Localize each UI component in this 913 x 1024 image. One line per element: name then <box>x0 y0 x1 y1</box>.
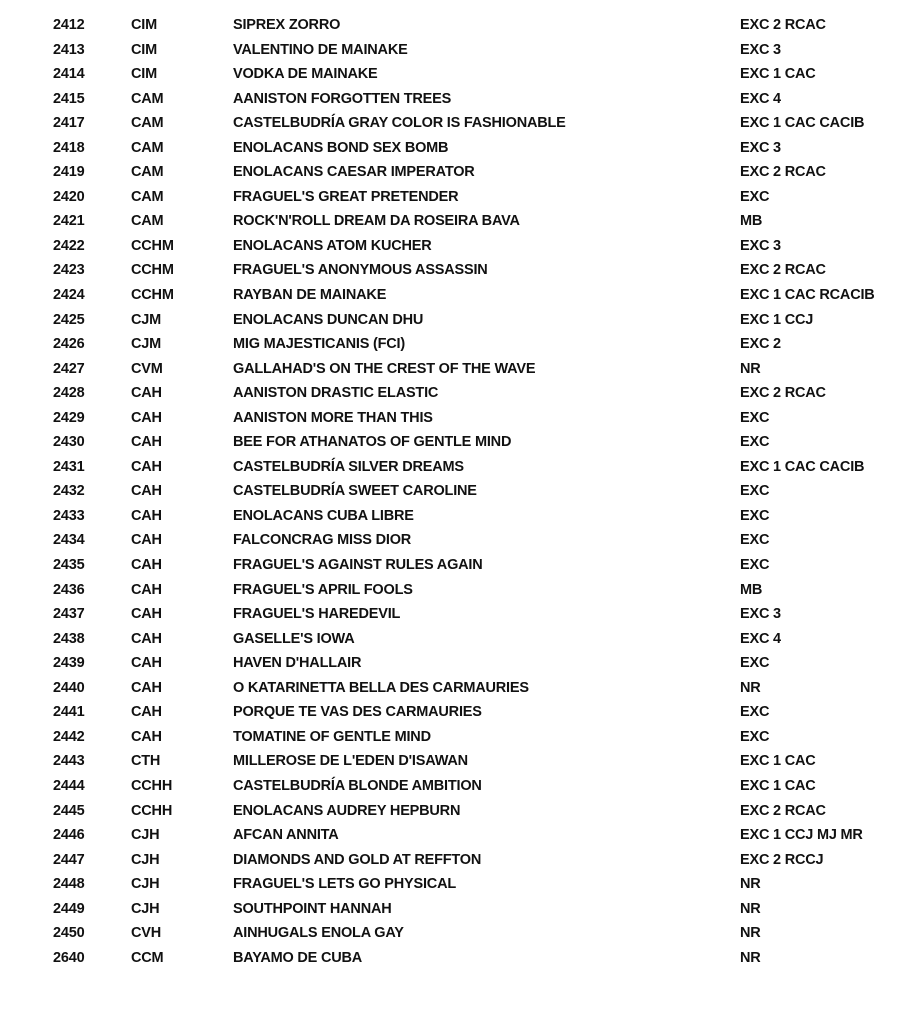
entry-result: EXC <box>740 728 770 745</box>
entry-result: EXC <box>740 434 770 451</box>
table-row <box>0 332 913 357</box>
dog-name: CASTELBUDRÍA BLONDE AMBITION <box>233 777 482 794</box>
entry-number: 2425 <box>53 311 85 328</box>
dog-name: GALLAHAD'S ON THE CREST OF THE WAVE <box>233 360 536 377</box>
entry-number: 2418 <box>53 139 85 156</box>
table-row <box>0 872 913 897</box>
entry-number: 2443 <box>53 753 85 770</box>
dog-name: SIPREX ZORRO <box>233 17 341 33</box>
entry-number: 2450 <box>53 925 85 942</box>
table-row <box>0 823 913 848</box>
entry-number: 2444 <box>53 777 85 794</box>
entry-result: EXC 2 RCAC <box>740 17 826 33</box>
entry-class: CCHM <box>131 237 174 254</box>
entry-class: CCHH <box>131 802 173 819</box>
entry-result: EXC 3 <box>740 237 781 254</box>
entry-class: CAH <box>131 581 162 598</box>
dog-name: HAVEN D'HALLAIR <box>233 655 362 672</box>
dog-name: AANISTON DRASTIC ELASTIC <box>233 385 439 402</box>
entry-result: EXC 4 <box>740 630 781 647</box>
entry-number: 2420 <box>53 188 85 205</box>
entry-class: CCHM <box>131 287 174 304</box>
entry-class: CJH <box>131 851 160 868</box>
entry-number: 2441 <box>53 704 85 721</box>
entry-number: 2449 <box>53 900 85 917</box>
entry-class: CAM <box>131 164 164 181</box>
entry-result: EXC 2 <box>740 336 781 353</box>
entry-number: 2445 <box>53 802 85 819</box>
entry-number: 2431 <box>53 458 85 475</box>
dog-name: FALCONCRAG MISS DIOR <box>233 532 412 549</box>
entry-number: 2438 <box>53 630 85 647</box>
table-row <box>0 627 913 652</box>
table-row <box>0 209 913 234</box>
table-row <box>0 921 913 946</box>
entry-class: CAH <box>131 434 162 451</box>
dog-name: AFCAN ANNITA <box>233 827 339 844</box>
dog-name: BAYAMO DE CUBA <box>233 949 363 966</box>
table-row <box>0 38 913 63</box>
entry-class: CAM <box>131 139 164 156</box>
entry-number: 2429 <box>53 409 85 426</box>
entry-number: 2435 <box>53 557 85 574</box>
entry-class: CAH <box>131 704 162 721</box>
dog-name: VODKA DE MAINAKE <box>233 66 378 83</box>
entry-result: EXC <box>740 483 770 500</box>
dog-name: CASTELBUDRÍA SWEET CAROLINE <box>233 483 477 500</box>
entry-number: 2415 <box>53 90 85 107</box>
dog-name: VALENTINO DE MAINAKE <box>233 41 408 58</box>
dog-name: RAYBAN DE MAINAKE <box>233 287 387 304</box>
entry-class: CAM <box>131 188 164 205</box>
table-row <box>0 111 913 136</box>
entry-result: NR <box>740 360 761 377</box>
entry-number: 2448 <box>53 876 85 893</box>
entry-number: 2426 <box>53 336 85 353</box>
entry-class: CIM <box>131 17 157 33</box>
entry-result: EXC 4 <box>740 90 781 107</box>
table-row <box>0 749 913 774</box>
entry-result: EXC 1 CAC RCACIB <box>740 287 875 304</box>
entry-result: EXC 1 CAC <box>740 777 816 794</box>
table-row <box>0 430 913 455</box>
dog-name: O KATARINETTA BELLA DES CARMAURIES <box>233 679 529 696</box>
table-row <box>0 504 913 529</box>
entry-number: 2440 <box>53 679 85 696</box>
dog-name: PORQUE TE VAS DES CARMAURIES <box>233 704 482 721</box>
dog-name: FRAGUEL'S APRIL FOOLS <box>233 581 413 598</box>
dog-name: ENOLACANS DUNCAN DHU <box>233 311 424 328</box>
dog-name: SOUTHPOINT HANNAH <box>233 900 392 917</box>
dog-name: FRAGUEL'S LETS GO PHYSICAL <box>233 876 457 893</box>
table-row <box>0 700 913 725</box>
entry-result: NR <box>740 949 761 966</box>
entry-result: EXC 2 RCAC <box>740 802 826 819</box>
entry-result: EXC <box>740 704 770 721</box>
dog-name: ROCK'N'ROLL DREAM DA ROSEIRA BAVA <box>233 213 520 230</box>
table-row <box>0 946 913 971</box>
entry-class: CAH <box>131 458 162 475</box>
entry-number: 2447 <box>53 851 85 868</box>
entry-result: EXC 1 CCJ MJ MR <box>740 827 863 844</box>
entry-result: NR <box>740 876 761 893</box>
table-row <box>0 381 913 406</box>
table-row <box>0 87 913 112</box>
dog-name: FRAGUEL'S AGAINST RULES AGAIN <box>233 557 483 574</box>
entry-number: 2436 <box>53 581 85 598</box>
entry-class: CAH <box>131 557 162 574</box>
table-row <box>0 528 913 553</box>
entry-class: CJH <box>131 827 160 844</box>
entry-number: 2423 <box>53 262 85 279</box>
table-row <box>0 136 913 161</box>
table-row <box>0 553 913 578</box>
dog-name: GASELLE'S IOWA <box>233 630 355 647</box>
table-row <box>0 602 913 627</box>
entry-class: CAM <box>131 90 164 107</box>
entry-result: EXC 1 CCJ <box>740 311 814 328</box>
dog-name: CASTELBUDRÍA GRAY COLOR IS FASHIONABLE <box>233 115 566 132</box>
entry-class: CIM <box>131 41 157 58</box>
table-row <box>0 185 913 210</box>
entry-number: 2446 <box>53 827 85 844</box>
dog-name: ENOLACANS CAESAR IMPERATOR <box>233 164 475 181</box>
table-row <box>0 799 913 824</box>
entry-number: 2439 <box>53 655 85 672</box>
table-row <box>0 848 913 873</box>
dog-name: ENOLACANS CUBA LIBRE <box>233 507 414 524</box>
entry-number: 2421 <box>53 213 85 230</box>
entry-class: CAH <box>131 606 162 623</box>
entry-number: 2442 <box>53 728 85 745</box>
dog-name: FRAGUEL'S HAREDEVIL <box>233 606 401 623</box>
entry-number: 2412 <box>53 17 85 33</box>
dog-name: ENOLACANS AUDREY HEPBURN <box>233 802 461 819</box>
entry-number: 2413 <box>53 41 85 58</box>
entry-result: MB <box>740 213 763 230</box>
entry-result: EXC <box>740 409 770 426</box>
entry-result: EXC 3 <box>740 606 781 623</box>
table-row <box>0 774 913 799</box>
table-row <box>0 455 913 480</box>
entry-class: CAH <box>131 532 162 549</box>
entry-class: CAH <box>131 679 162 696</box>
entry-number: 2424 <box>53 287 85 304</box>
entry-class: CCHH <box>131 777 173 794</box>
table-row <box>0 308 913 333</box>
entry-number: 2428 <box>53 385 85 402</box>
entry-number: 2434 <box>53 532 85 549</box>
entry-result: EXC 2 RCAC <box>740 385 826 402</box>
entry-result: NR <box>740 679 761 696</box>
entry-result: EXC 1 CAC CACIB <box>740 458 865 475</box>
table-row <box>0 258 913 283</box>
entry-result: EXC 2 RCAC <box>740 164 826 181</box>
dog-name: ENOLACANS BOND SEX BOMB <box>233 139 449 156</box>
table-row <box>0 283 913 308</box>
entry-class: CJM <box>131 311 162 328</box>
entry-number: 2640 <box>53 949 85 966</box>
entry-class: CAH <box>131 385 162 402</box>
table-row <box>0 479 913 504</box>
dog-name: AANISTON MORE THAN THIS <box>233 409 433 426</box>
entry-result: EXC 1 CAC <box>740 66 816 83</box>
entry-result: EXC <box>740 507 770 524</box>
dog-name: FRAGUEL'S ANONYMOUS ASSASSIN <box>233 262 488 279</box>
table-row <box>0 62 913 87</box>
entry-result: NR <box>740 925 761 942</box>
dog-name: DIAMONDS AND GOLD AT REFFTON <box>233 851 482 868</box>
entry-number: 2432 <box>53 483 85 500</box>
entry-number: 2419 <box>53 164 85 181</box>
entry-class: CAH <box>131 655 162 672</box>
entry-number: 2430 <box>53 434 85 451</box>
entry-class: CAH <box>131 507 162 524</box>
entry-class: CCM <box>131 949 164 966</box>
table-row <box>0 897 913 922</box>
entry-number: 2427 <box>53 360 85 377</box>
entry-class: CAH <box>131 409 162 426</box>
entry-result: EXC <box>740 655 770 672</box>
entry-result: EXC 1 CAC <box>740 753 816 770</box>
table-row <box>0 406 913 431</box>
dog-name: ENOLACANS ATOM KUCHER <box>233 237 432 254</box>
entry-result: NR <box>740 900 761 917</box>
table-row <box>0 13 913 38</box>
dog-name: CASTELBUDRÍA SILVER DREAMS <box>233 458 464 475</box>
dog-name: AINHUGALS ENOLA GAY <box>233 925 404 942</box>
entry-class: CJM <box>131 336 162 353</box>
entry-result: EXC <box>740 557 770 574</box>
entry-number: 2437 <box>53 606 85 623</box>
entry-class: CTH <box>131 753 161 770</box>
entry-result: EXC 2 RCCJ <box>740 851 824 868</box>
results-table <box>0 13 913 970</box>
entry-result: EXC <box>740 532 770 549</box>
entry-number: 2433 <box>53 507 85 524</box>
entry-class: CAH <box>131 630 162 647</box>
dog-name: TOMATINE OF GENTLE MIND <box>233 728 431 745</box>
entry-class: CJH <box>131 876 160 893</box>
entry-class: CAM <box>131 213 164 230</box>
entry-result: EXC 3 <box>740 139 781 156</box>
table-row <box>0 357 913 382</box>
entry-result: EXC 1 CAC CACIB <box>740 115 865 132</box>
table-row <box>0 578 913 603</box>
table-row <box>0 676 913 701</box>
entry-result: EXC 2 RCAC <box>740 262 826 279</box>
entry-result: EXC 3 <box>740 41 781 58</box>
entry-class: CAM <box>131 115 164 132</box>
entry-class: CIM <box>131 66 157 83</box>
dog-name: MIG MAJESTICANIS (FCI) <box>233 336 406 353</box>
table-row <box>0 160 913 185</box>
entry-class: CVH <box>131 925 162 942</box>
entry-class: CCHM <box>131 262 174 279</box>
entry-class: CVM <box>131 360 163 377</box>
table-row <box>0 725 913 750</box>
entry-class: CAH <box>131 728 162 745</box>
entry-result: MB <box>740 581 763 598</box>
entry-class: CJH <box>131 900 160 917</box>
dog-name: BEE FOR ATHANATOS OF GENTLE MIND <box>233 434 512 451</box>
entry-number: 2422 <box>53 237 85 254</box>
dog-name: FRAGUEL'S GREAT PRETENDER <box>233 188 459 205</box>
dog-name: MILLEROSE DE L'EDEN D'ISAWAN <box>233 753 468 770</box>
entry-result: EXC <box>740 188 770 205</box>
entry-number: 2417 <box>53 115 85 132</box>
dog-name: AANISTON FORGOTTEN TREES <box>233 90 452 107</box>
table-row <box>0 234 913 259</box>
entry-number: 2414 <box>53 66 85 83</box>
table-row <box>0 651 913 676</box>
entry-class: CAH <box>131 483 162 500</box>
